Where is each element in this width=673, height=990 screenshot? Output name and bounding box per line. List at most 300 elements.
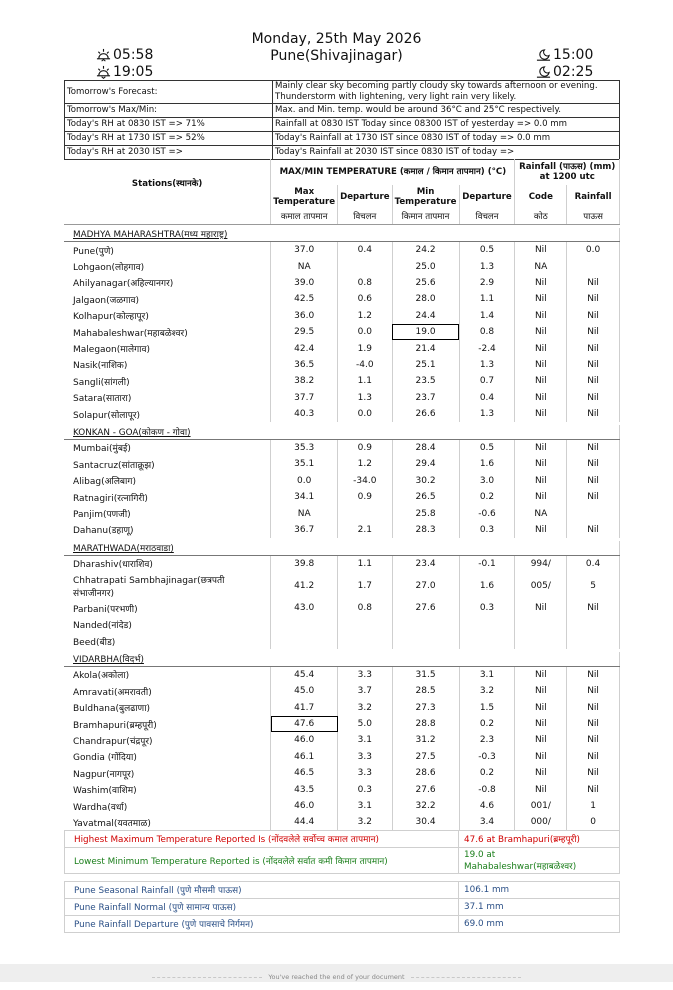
station-row <box>64 798 620 814</box>
station-row <box>64 616 620 632</box>
departure-max-cell <box>338 616 392 632</box>
departure-max-cell: 3.3 <box>338 749 392 765</box>
station-name-cell: Sangli(सांगली) <box>64 373 271 389</box>
departure-min-cell: 1.4 <box>459 308 515 324</box>
departure-min-header-mr: विचलन <box>459 209 515 225</box>
max-temp-cell: 41.7 <box>271 699 338 715</box>
rainfall-cell: Nil <box>567 716 620 732</box>
departure-max-cell: 1.2 <box>338 308 392 324</box>
report-date: Monday, 25th May 2026 <box>251 31 422 47</box>
max-temp-cell: 44.4 <box>271 814 338 830</box>
station-name-cell: Solapur(सोलापूर) <box>64 406 271 422</box>
station-row <box>64 456 620 472</box>
info-value: Rainfall at 0830 IST Today since 08300 IST of yesterday => 0.0 mm <box>273 118 620 132</box>
departure-max-cell: 0.0 <box>338 324 392 340</box>
min-temp-cell: 27.6 <box>392 781 459 797</box>
rainfall-cell: Nil <box>567 600 620 616</box>
max-temp-cell: 29.5 <box>271 324 338 340</box>
rainfall-cell: Nil <box>567 699 620 715</box>
rain-code-cell: Nil <box>515 439 567 456</box>
max-temp-cell: 34.1 <box>271 489 338 505</box>
station-name-cell: Kolhapur(कोल्हापूर) <box>64 308 271 324</box>
min-temp-cell: 25.0 <box>392 258 459 274</box>
departure-min-cell <box>459 616 515 632</box>
sunrise-icon <box>96 48 111 63</box>
departure-min-cell: 3.2 <box>459 683 515 699</box>
summary-table <box>64 830 620 933</box>
rainfall-normal-value: 37.1 mm <box>459 899 620 916</box>
rain-code-cell: Nil <box>515 522 567 538</box>
departure-min-cell: 0.7 <box>459 373 515 389</box>
maxmin-group-header: MAX/MIN TEMPERATURE (कमाल / किमान तापमान) (°C) <box>271 159 515 185</box>
section-heading <box>64 228 620 242</box>
station-row <box>64 505 620 521</box>
rainfall-cell <box>567 616 620 632</box>
sunrise-readout <box>96 47 153 63</box>
departure-min-cell: 0.3 <box>459 600 515 616</box>
rain-code-cell: Nil <box>515 716 567 732</box>
rainfall-cell: Nil <box>567 473 620 489</box>
rain-code-cell: Nil <box>515 242 567 259</box>
rain-code-cell: NA <box>515 258 567 274</box>
departure-max-cell: 3.2 <box>338 814 392 830</box>
station-row <box>64 600 620 616</box>
section-name: KONKAN - GOA(कोकण - गोवा) <box>73 428 191 439</box>
station-name-cell: Nanded(नांदेड) <box>64 616 271 632</box>
min-temp-cell: 27.6 <box>392 600 459 616</box>
station-row <box>64 473 620 489</box>
rain-code-cell: NA <box>515 505 567 521</box>
station-name-cell: Amravati(अमरावती) <box>64 683 271 699</box>
min-temp-cell: 27.0 <box>392 572 459 600</box>
departure-min-cell: 0.2 <box>459 765 515 781</box>
moonrise-time: 15:00 <box>553 47 594 63</box>
station-row <box>64 489 620 505</box>
highest-max-label: Highest Maximum Temperature Reported Is (नोंदवलेले सर्वोच्च कमाल तापमान) <box>65 831 459 848</box>
max-temp-cell: 46.5 <box>271 765 338 781</box>
rain-code-cell: Nil <box>515 732 567 748</box>
departure-max-cell: 1.1 <box>338 555 392 572</box>
departure-min-cell: 2.3 <box>459 732 515 748</box>
min-temp-cell: 27.3 <box>392 699 459 715</box>
station-name-cell: Lohgaon(लोहगाव) <box>64 258 271 274</box>
max-temp-cell: 42.4 <box>271 340 338 356</box>
min-temp-cell: 21.4 <box>392 340 459 356</box>
max-temp-header: Max Temperature <box>271 185 338 209</box>
rainfall-cell: Nil <box>567 732 620 748</box>
departure-min-cell: 0.5 <box>459 439 515 456</box>
departure-max-cell <box>338 633 392 649</box>
section-heading <box>64 425 620 439</box>
departure-min-cell: -0.1 <box>459 555 515 572</box>
max-temp-cell: 47.6 <box>271 716 338 732</box>
departure-min-cell: 0.2 <box>459 716 515 732</box>
station-row <box>64 357 620 373</box>
max-temp-cell: 46.1 <box>271 749 338 765</box>
min-temp-cell: 28.0 <box>392 291 459 307</box>
rain-code-cell: 001/ <box>515 798 567 814</box>
station-row <box>64 749 620 765</box>
station-row <box>64 765 620 781</box>
station-row <box>64 390 620 406</box>
departure-max-cell: 0.9 <box>338 489 392 505</box>
section-name: MARATHWADA(मराठवाडा) <box>73 543 174 554</box>
sunset-readout <box>96 64 153 80</box>
min-temp-cell: 28.3 <box>392 522 459 538</box>
rainfall-cell <box>567 633 620 649</box>
departure-min-cell: 1.5 <box>459 699 515 715</box>
min-temp-cell: 23.4 <box>392 555 459 572</box>
min-temp-cell: 27.5 <box>392 749 459 765</box>
min-temp-cell: 28.5 <box>392 683 459 699</box>
station-row <box>64 522 620 538</box>
rainfall-cell <box>567 258 620 274</box>
rain-code-cell: 005/ <box>515 572 567 600</box>
seasonal-rainfall-label: Pune Seasonal Rainfall (पुणे मौसमी पाऊस) <box>65 882 459 899</box>
departure-min-cell: 1.3 <box>459 258 515 274</box>
departure-max-cell: 3.1 <box>338 732 392 748</box>
rain-code-cell: Nil <box>515 340 567 356</box>
sunset-icon <box>96 65 111 80</box>
station-name-cell: Panjim(पणजी) <box>64 505 271 521</box>
min-temp-cell: 28.6 <box>392 765 459 781</box>
max-temp-cell: 38.2 <box>271 373 338 389</box>
departure-max-cell: 1.9 <box>338 340 392 356</box>
min-temp-header-mr: किमान तापमान <box>392 209 459 225</box>
station-row <box>64 340 620 356</box>
departure-min-header: Departure <box>459 185 515 209</box>
max-temp-cell: 46.0 <box>271 798 338 814</box>
station-name-cell: Ratnagiri(रत्नागिरी) <box>64 489 271 505</box>
info-value: Max. and Min. temp. would be around 36°C and 25°C respectively. <box>273 104 620 118</box>
rain-code-cell: Nil <box>515 699 567 715</box>
section-heading <box>64 541 620 555</box>
station-name-cell: Beed(बीड) <box>64 633 271 649</box>
rainfall-cell: Nil <box>567 324 620 340</box>
departure-max-cell: 0.0 <box>338 406 392 422</box>
rainfall-departure-value: 69.0 mm <box>459 916 620 933</box>
rain-code-cell: Nil <box>515 406 567 422</box>
min-temp-cell <box>392 633 459 649</box>
rainfall-cell: Nil <box>567 765 620 781</box>
rain-code-cell: Nil <box>515 390 567 406</box>
rainfall-cell: 1 <box>567 798 620 814</box>
rainfall-cell: Nil <box>567 439 620 456</box>
station-name-cell: Nasik(नाशिक) <box>64 357 271 373</box>
station-row <box>64 572 620 600</box>
station-row <box>64 406 620 422</box>
departure-max-cell: 0.8 <box>338 275 392 291</box>
rain-code-cell: Nil <box>515 473 567 489</box>
station-row <box>64 324 620 340</box>
rain-code-cell: Nil <box>515 683 567 699</box>
rainfall-cell: Nil <box>567 781 620 797</box>
stations-header: Stations(स्थानके) <box>64 159 271 209</box>
departure-max-header-mr: विचलन <box>338 209 392 225</box>
station-row <box>64 373 620 389</box>
departure-min-cell: 1.3 <box>459 406 515 422</box>
station-name-cell: Mahabaleshwar(महाबळेश्वर) <box>64 324 271 340</box>
departure-min-cell: 0.3 <box>459 522 515 538</box>
max-temp-cell: 35.1 <box>271 456 338 472</box>
departure-min-cell: 1.6 <box>459 572 515 600</box>
min-temp-cell: 31.5 <box>392 666 459 683</box>
departure-max-cell: 3.7 <box>338 683 392 699</box>
max-temp-cell: NA <box>271 258 338 274</box>
rain-code-cell <box>515 616 567 632</box>
min-temp-cell <box>392 616 459 632</box>
departure-max-cell: 1.2 <box>338 456 392 472</box>
rain-group-header: Rainfall (पाऊस) (mm) at 1200 utc <box>515 159 620 185</box>
rain-code-cell: Nil <box>515 324 567 340</box>
max-temp-cell: 36.5 <box>271 357 338 373</box>
max-temp-cell: 36.7 <box>271 522 338 538</box>
min-temp-cell: 24.2 <box>392 242 459 259</box>
departure-max-cell: 3.1 <box>338 798 392 814</box>
max-temp-cell <box>271 633 338 649</box>
moonset-readout <box>536 64 593 80</box>
max-temp-cell: 37.0 <box>271 242 338 259</box>
min-temp-cell: 29.4 <box>392 456 459 472</box>
min-temp-cell: 32.2 <box>392 798 459 814</box>
departure-max-cell: 0.8 <box>338 600 392 616</box>
info-label: Tomorrow's Max/Min: <box>65 104 273 118</box>
max-temp-cell: NA <box>271 505 338 521</box>
station-row <box>64 666 620 683</box>
departure-max-cell <box>338 505 392 521</box>
departure-min-cell: -0.8 <box>459 781 515 797</box>
min-temp-header: Min Temperature <box>392 185 459 209</box>
max-temp-cell: 45.4 <box>271 666 338 683</box>
station-row <box>64 781 620 797</box>
rain-code-cell: Nil <box>515 275 567 291</box>
rain-code-cell: 994/ <box>515 555 567 572</box>
rainfall-cell: Nil <box>567 308 620 324</box>
rain-code-cell: Nil <box>515 749 567 765</box>
departure-min-cell <box>459 633 515 649</box>
rainfall-cell: 5 <box>567 572 620 600</box>
rainfall-cell <box>567 505 620 521</box>
seasonal-rainfall-value: 106.1 mm <box>459 882 620 899</box>
station-name-cell: Jalgaon(जळगाव) <box>64 291 271 307</box>
rain-code-cell: Nil <box>515 781 567 797</box>
station-name-cell: Akola(अकोला) <box>64 666 271 683</box>
station-row <box>64 716 620 732</box>
rainfall-cell: Nil <box>567 666 620 683</box>
departure-min-cell: -0.6 <box>459 505 515 521</box>
highest-max-value: 47.6 at Bramhapuri(ब्रम्हपूरी) <box>459 831 620 848</box>
min-temp-cell: 28.4 <box>392 439 459 456</box>
departure-max-cell: 0.3 <box>338 781 392 797</box>
station-row <box>64 732 620 748</box>
info-value: Today's Rainfall at 1730 IST since 0830 IST of today => 0.0 mm <box>273 132 620 146</box>
departure-max-cell: 5.0 <box>338 716 392 732</box>
rainfall-cell: 0 <box>567 814 620 830</box>
moonrise-readout <box>536 47 593 63</box>
departure-max-cell: 1.1 <box>338 373 392 389</box>
station-row <box>64 258 620 274</box>
station-name-cell: Mumbai(मुंबई) <box>64 439 271 456</box>
moonrise-icon <box>536 48 551 63</box>
rainfall-cell: 0.0 <box>567 242 620 259</box>
departure-min-cell: 1.6 <box>459 456 515 472</box>
rain-code-cell: Nil <box>515 489 567 505</box>
min-temp-cell: 26.5 <box>392 489 459 505</box>
max-temp-cell: 43.5 <box>271 781 338 797</box>
max-temp-cell: 37.7 <box>271 390 338 406</box>
max-temp-cell: 36.0 <box>271 308 338 324</box>
departure-min-cell: -0.3 <box>459 749 515 765</box>
max-temp-cell: 43.0 <box>271 600 338 616</box>
rain-code-cell: Nil <box>515 666 567 683</box>
departure-min-cell: 3.1 <box>459 666 515 683</box>
document-end-footer <box>0 964 673 982</box>
info-row <box>65 81 620 104</box>
departure-min-cell: 0.2 <box>459 489 515 505</box>
rain-code-cell: Nil <box>515 308 567 324</box>
station-row <box>64 633 620 649</box>
departure-min-cell: 4.6 <box>459 798 515 814</box>
departure-max-cell: 2.1 <box>338 522 392 538</box>
code-header: Code <box>515 185 567 209</box>
min-temp-cell: 25.6 <box>392 275 459 291</box>
station-name-cell: Chandrapur(चंद्रपूर) <box>64 732 271 748</box>
min-temp-cell: 25.8 <box>392 505 459 521</box>
min-temp-cell: 26.6 <box>392 406 459 422</box>
max-temp-cell: 39.0 <box>271 275 338 291</box>
station-row <box>64 439 620 456</box>
rainfall-cell: Nil <box>567 357 620 373</box>
max-temp-cell: 46.0 <box>271 732 338 748</box>
rainfall-cell: Nil <box>567 683 620 699</box>
station-name-cell: Dahanu(डहाणू) <box>64 522 271 538</box>
station-name-cell: Washim(वाशिम) <box>64 781 271 797</box>
departure-max-cell: 1.7 <box>338 572 392 600</box>
station-row <box>64 683 620 699</box>
departure-min-cell: 3.4 <box>459 814 515 830</box>
station-row <box>64 555 620 572</box>
info-row <box>65 118 620 132</box>
rain-code-cell: Nil <box>515 373 567 389</box>
rainfall-cell: Nil <box>567 522 620 538</box>
max-temp-cell <box>271 616 338 632</box>
station-name: Pune(Shivajinagar) <box>270 48 403 64</box>
info-row <box>65 104 620 118</box>
rain-code-cell: Nil <box>515 765 567 781</box>
station-row <box>64 308 620 324</box>
rainfall-cell: 0.4 <box>567 555 620 572</box>
lowest-min-label: Lowest Minimum Temperature Reported is (नोंदवलेले सर्वात कमी किमान तापमान) <box>65 848 459 874</box>
code-header-mr: कोठ <box>515 209 567 225</box>
departure-min-cell: -2.4 <box>459 340 515 356</box>
max-temp-cell: 35.3 <box>271 439 338 456</box>
section-name-cell <box>64 228 620 242</box>
max-temp-cell: 45.0 <box>271 683 338 699</box>
rainfall-normal-label: Pune Rainfall Normal (पुणे सामान्य पाऊस) <box>65 899 459 916</box>
max-temp-cell: 41.2 <box>271 572 338 600</box>
info-row <box>65 146 620 160</box>
departure-min-cell: 2.9 <box>459 275 515 291</box>
rainfall-cell: Nil <box>567 406 620 422</box>
departure-min-cell: 0.4 <box>459 390 515 406</box>
station-name-cell: Wardha(वर्धा) <box>64 798 271 814</box>
section-name-cell <box>64 541 620 555</box>
departure-min-cell: 1.1 <box>459 291 515 307</box>
station-name-cell: Nagpur(नागपूर) <box>64 765 271 781</box>
departure-max-cell: 3.3 <box>338 765 392 781</box>
departure-max-cell: 3.2 <box>338 699 392 715</box>
min-temp-cell: 24.4 <box>392 308 459 324</box>
departure-max-cell: 3.3 <box>338 666 392 683</box>
station-name-cell: Pune(पुणे) <box>64 242 271 259</box>
min-temp-cell: 19.0 <box>392 324 459 340</box>
station-row <box>64 242 620 259</box>
station-name-cell: Satara(सातारा) <box>64 390 271 406</box>
departure-min-cell: 0.8 <box>459 324 515 340</box>
info-label: Today's RH at 0830 IST => 71% <box>65 118 273 132</box>
station-row <box>64 814 620 830</box>
min-temp-cell: 28.8 <box>392 716 459 732</box>
station-name-cell: Chhatrapati Sambhajinagar(छत्रपती संभाजीनगर) <box>64 572 271 600</box>
info-label: Tomorrow's Forecast: <box>65 81 273 104</box>
rainfall-cell: Nil <box>567 456 620 472</box>
station-name-cell: Dharashiv(धाराशिव) <box>64 555 271 572</box>
station-row <box>64 291 620 307</box>
max-temp-header-mr: कमाल तापमान <box>271 209 338 225</box>
min-temp-cell: 25.1 <box>392 357 459 373</box>
rainfall-cell: Nil <box>567 291 620 307</box>
rainfall-header-mr: पाऊस <box>567 209 620 225</box>
min-temp-cell: 31.2 <box>392 732 459 748</box>
section-name: MADHYA MAHARASHTRA(मध्य महाराष्ट्र) <box>73 230 228 241</box>
moonset-time: 02:25 <box>553 64 594 80</box>
section-name-cell <box>64 425 620 439</box>
rain-code-cell: Nil <box>515 456 567 472</box>
rain-code-cell: Nil <box>515 357 567 373</box>
rainfall-cell: Nil <box>567 373 620 389</box>
rainfall-header: Rainfall <box>567 185 620 209</box>
departure-max-cell: 1.3 <box>338 390 392 406</box>
rainfall-cell: Nil <box>567 749 620 765</box>
rainfall-cell: Nil <box>567 275 620 291</box>
sunrise-time: 05:58 <box>113 47 154 63</box>
station-name-cell: Bramhapuri(ब्रम्हपूरी) <box>64 716 271 732</box>
max-temp-cell: 0.0 <box>271 473 338 489</box>
departure-min-cell: 0.5 <box>459 242 515 259</box>
station-name-cell: Ahilyanagar(अहिल्यानगर) <box>64 275 271 291</box>
min-temp-cell: 30.4 <box>392 814 459 830</box>
min-temp-cell: 23.5 <box>392 373 459 389</box>
rainfall-cell: Nil <box>567 340 620 356</box>
departure-max-header: Departure <box>338 185 392 209</box>
rainfall-cell: Nil <box>567 390 620 406</box>
rain-code-cell: Nil <box>515 600 567 616</box>
departure-max-cell: -4.0 <box>338 357 392 373</box>
station-name-cell: Alibag(अलिबाग) <box>64 473 271 489</box>
info-value: Mainly clear sky becoming partly cloudy sky towards afternoon or evening. Thunderstorm with lightening, very light rain very likely. <box>273 81 620 104</box>
moonset-icon <box>536 65 551 80</box>
temperature-table <box>64 159 620 831</box>
station-name-cell: Santacruz(सांताक्रूझ) <box>64 456 271 472</box>
departure-max-cell: 0.9 <box>338 439 392 456</box>
end-of-document-text: You've reached the end of your document <box>268 973 405 981</box>
lowest-min-value: 19.0 at Mahabaleshwar(महाबळेश्वर) <box>459 848 620 874</box>
station-name-cell: Parbani(परभणी) <box>64 600 271 616</box>
rainfall-departure-label: Pune Rainfall Departure (पुणे पावसाचे निर्गमन) <box>65 916 459 933</box>
station-name-cell: Buldhana(बुलढाणा) <box>64 699 271 715</box>
station-row <box>64 699 620 715</box>
info-label: Today's RH at 2030 IST => <box>65 146 273 160</box>
